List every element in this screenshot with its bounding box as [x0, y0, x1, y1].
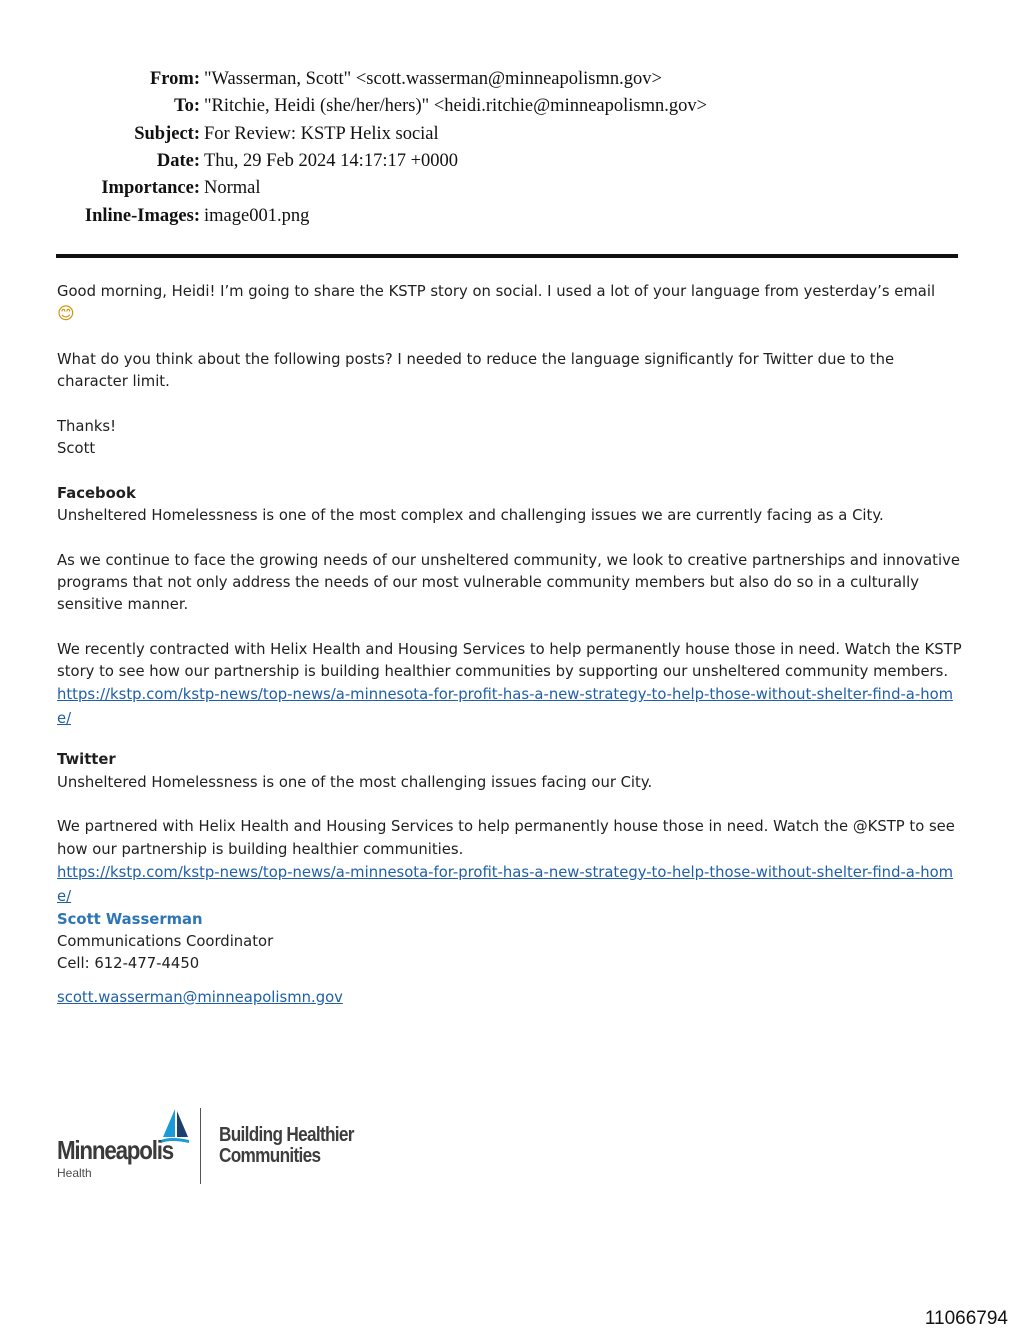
logo-tagline	[219, 1125, 357, 1167]
header-date-row	[30, 148, 707, 175]
inline-images-label: Inline-Images:	[84, 205, 200, 226]
logo-tagline-line-2: Communities	[219, 1145, 321, 1167]
header-inline-images-row	[30, 202, 707, 229]
header-to-row	[30, 93, 707, 120]
twitter-heading: Twitter	[57, 751, 116, 769]
facebook-paragraph-1: Unsheltered Homelessness is one of the most complex and challenging issues we are currently facing as a City.	[57, 506, 884, 524]
facebook-paragraph-3: We recently contracted with Helix Health and Housing Services to help permanently house those in need. Watch the KSTP story to see how our partnership is building healthier communities by supporting our unsheltered community members.	[57, 640, 962, 681]
inline-images-value: image001.png	[204, 205, 310, 226]
date-label: Date:	[156, 151, 200, 172]
to-value: "Ritchie, Heidi (she/her/hers)" <heidi.ritchie@minneapolismn.gov>	[204, 96, 708, 117]
email-body	[57, 281, 965, 1010]
logo-divider	[200, 1108, 201, 1184]
header-divider	[56, 254, 958, 258]
greeting-text: Good morning, Heidi! I’m going to share the KSTP story on social. I used a lot of your language from yesterday’s email	[57, 283, 936, 300]
from-value: "Wasserman, Scott" <scott.wasserman@minneapolismn.gov>	[204, 69, 662, 90]
facebook-story-link[interactable]: https://kstp.com/kstp-news/top-news/a-minnesota-for-profit-has-a-new-strategy-to-help-those-without-shelter-find-a-home/	[57, 686, 954, 728]
signature-cell: Cell: 612-477-4450	[57, 955, 200, 973]
minneapolis-health-logo	[57, 1105, 357, 1187]
importance-label: Importance:	[101, 178, 200, 199]
header-importance-row	[30, 175, 707, 202]
importance-value: Normal	[204, 178, 261, 199]
logo-city-name: Minneapolis	[57, 1135, 173, 1165]
logo-department: Health	[57, 1166, 92, 1180]
twitter-paragraph-1: Unsheltered Homelessness is one of the most challenging issues facing our City.	[57, 773, 653, 791]
header-from-row	[30, 66, 707, 93]
greeting-paragraph	[57, 281, 965, 327]
signature-title: Communications Coordinator	[57, 933, 274, 951]
document-id: 11066794	[924, 1308, 1008, 1329]
date-value: Thu, 29 Feb 2024 14:17:17 +0000	[204, 151, 459, 172]
thanks-text: Thanks!	[57, 417, 117, 435]
subject-value: For Review: KSTP Helix social	[204, 123, 439, 144]
facebook-heading: Facebook	[57, 484, 136, 502]
twitter-story-link[interactable]: https://kstp.com/kstp-news/top-news/a-minnesota-for-profit-has-a-new-strategy-to-help-those-without-shelter-find-a-home/	[57, 863, 954, 905]
logo-wordmark	[57, 1105, 197, 1187]
from-label: From:	[150, 69, 200, 90]
to-label: To:	[173, 96, 200, 117]
signature-email-link[interactable]: scott.wasserman@minneapolismn.gov	[57, 988, 343, 1006]
twitter-paragraph-2: We partnered with Helix Health and Housing Services to help permanently house those in need. Watch the @KSTP to see how our partnership is building healthier communities.	[57, 818, 955, 858]
sender-first-name: Scott	[57, 440, 96, 458]
email-header	[30, 66, 707, 230]
logo-tagline-line-1: Building Healthier	[219, 1124, 354, 1146]
signature-name: Scott Wasserman	[57, 910, 203, 928]
facebook-paragraph-2: As we continue to face the growing needs of our unsheltered community, we look to creative partnerships and innovative programs that not only address the needs of our most vulnerable community members but also do so in a culturally sensitive manner.	[57, 551, 960, 614]
smiley-emoji-icon: 😊	[57, 304, 75, 325]
question-paragraph: What do you think about the following posts? I needed to reduce the language significantly for Twitter due to the character limit.	[57, 350, 895, 391]
subject-label: Subject:	[134, 123, 200, 144]
header-subject-row	[30, 121, 707, 148]
